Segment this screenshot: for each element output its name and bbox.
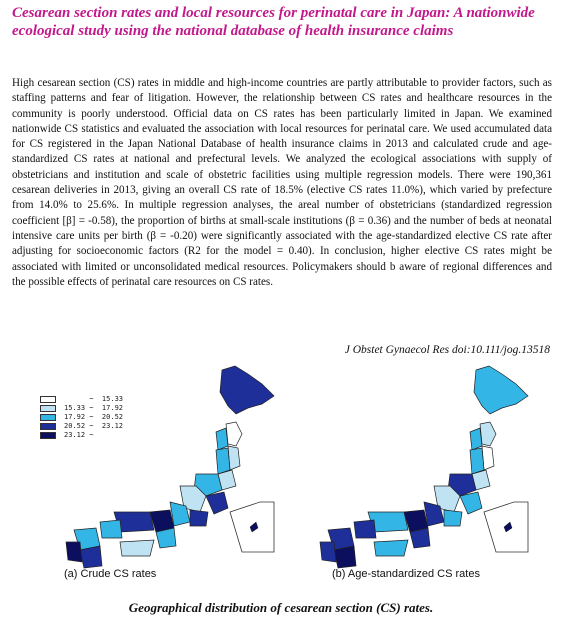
legend-label: 17.92 ~ 20.52 [64,413,124,421]
japan-map-crude [30,362,280,572]
legend-label: ~ 15.33 [64,395,124,403]
figure-caption: Geographical distribution of cesarean section (CS) rates. [128,600,434,615]
paper-title: Cesarean section rates and local resources for perinatal care in Japan: A nationwide ecological study using the national database of health insurance claims [12,5,535,39]
caption-crude: (a) Crude CS rates [64,568,157,580]
legend-label: 20.52 ~ 23.12 [64,422,124,430]
map-figure [0,362,562,592]
japan-map-age-standardized [284,362,534,572]
abstract-text: High cesarean section (CS) rates in middle and high-income countries are partly attributable to provider factors, such as staffing patterns and fear of litigation. However, the relationship between CS rates and healthcare resources in the community is poorly understood. Official data on CS rates has been particularly limited in Japan. We examined nationwide CS statistics and evaluated the association with local resources for perinatal care. We used accumulated data for CS registered in the Japan National Database of health insurance claims in 2013 and calculated crude and age-standardized CS rates at national and prefectural levels. We analyzed the ecological associations with supply of obstetricians and institution and scale of obstetric facilities using multiple regression models. There were 190,361 cesarean deliveries in 2013, giving an overall CS rate of 18.5% (elective CS rates 11.0%), which varied by prefecture from 14.0% to 25.6%. In multiple regression analyses, the areal number of obstetricians (standardized regression coefficient [β] = -0.58), the proportion of births at small-scale institutions (β = 0.36) and the number of beds at neonatal intensive care units per birth (β = -0.20) were significantly associated with the age-standardized elective CS rate after adjusting for socioeconomic factors (R2 for the model = 0.40). In conclusion, higher elective CS rates might be associated with limited or unconsolidated medical resources. Policymakers should b aware of regional differences and the possible effects of perinatal care resources on CS rates. [12,77,552,288]
caption-age-standardized: (b) Age-standardized CS rates [332,568,480,580]
legend-label: 15.33 ~ 17.92 [64,404,124,412]
legend-label: 23.12 ~ [64,431,124,439]
citation: J Obstet Gynaecol Res doi:10.111/jog.13518 [344,344,550,356]
